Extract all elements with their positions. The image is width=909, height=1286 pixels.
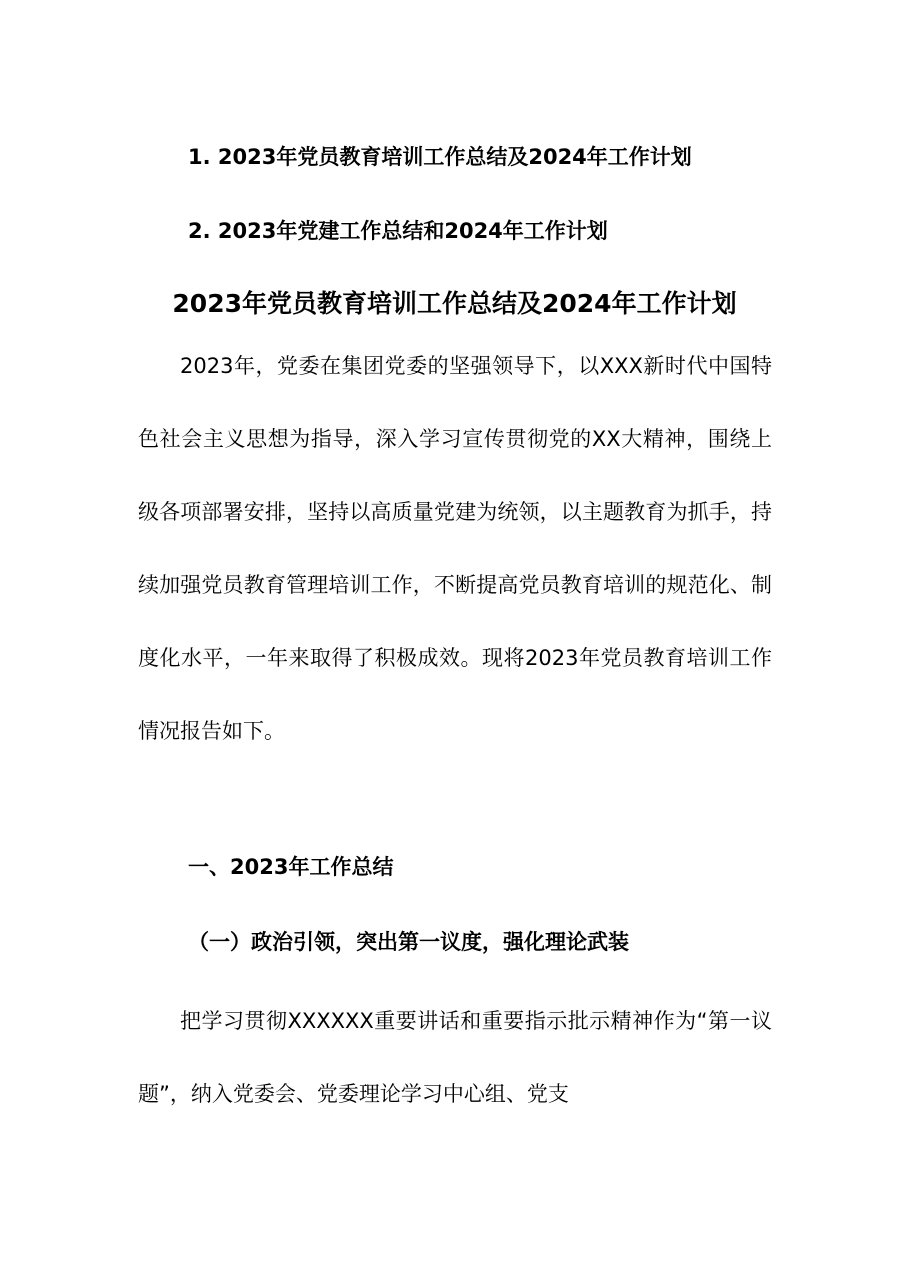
toc-item-2: 2. 2023年党建工作总结和2024年工作计划 [188,219,608,243]
body-paragraph-intro: 2023年，党委在集团党委的坚强领导下，以XXX新时代中国特色社会主义思想为指导，深入学习宣传贯彻党的XX大精神，围绕上级各项部署安排，坚持以高质量党建为统领，以主题教育为抓手，持续加强党员教育管理培训工作，不断提高党员教育培训的规范化、制度化水平，一年来取得了积极成效。现将2023年党员教育培训工作情况报告如下。 [138,354,772,743]
body-paragraph-theory: 把学习贯彻XXXXXX重要讲话和重要指示批示精神作为“第一议题”，纳入党委会、党委理论学习中心组、党支 [138,1009,772,1106]
document-title: 2023年党员教育培训工作总结及2024年工作计划 [172,289,737,318]
section-heading: 一、2023年工作总结 [188,855,394,879]
subsection-heading: （一）政治引领，突出第一议度，强化理论武装 [188,930,629,954]
toc-item-1: 1. 2023年党员教育培训工作总结及2024年工作计划 [188,145,692,169]
